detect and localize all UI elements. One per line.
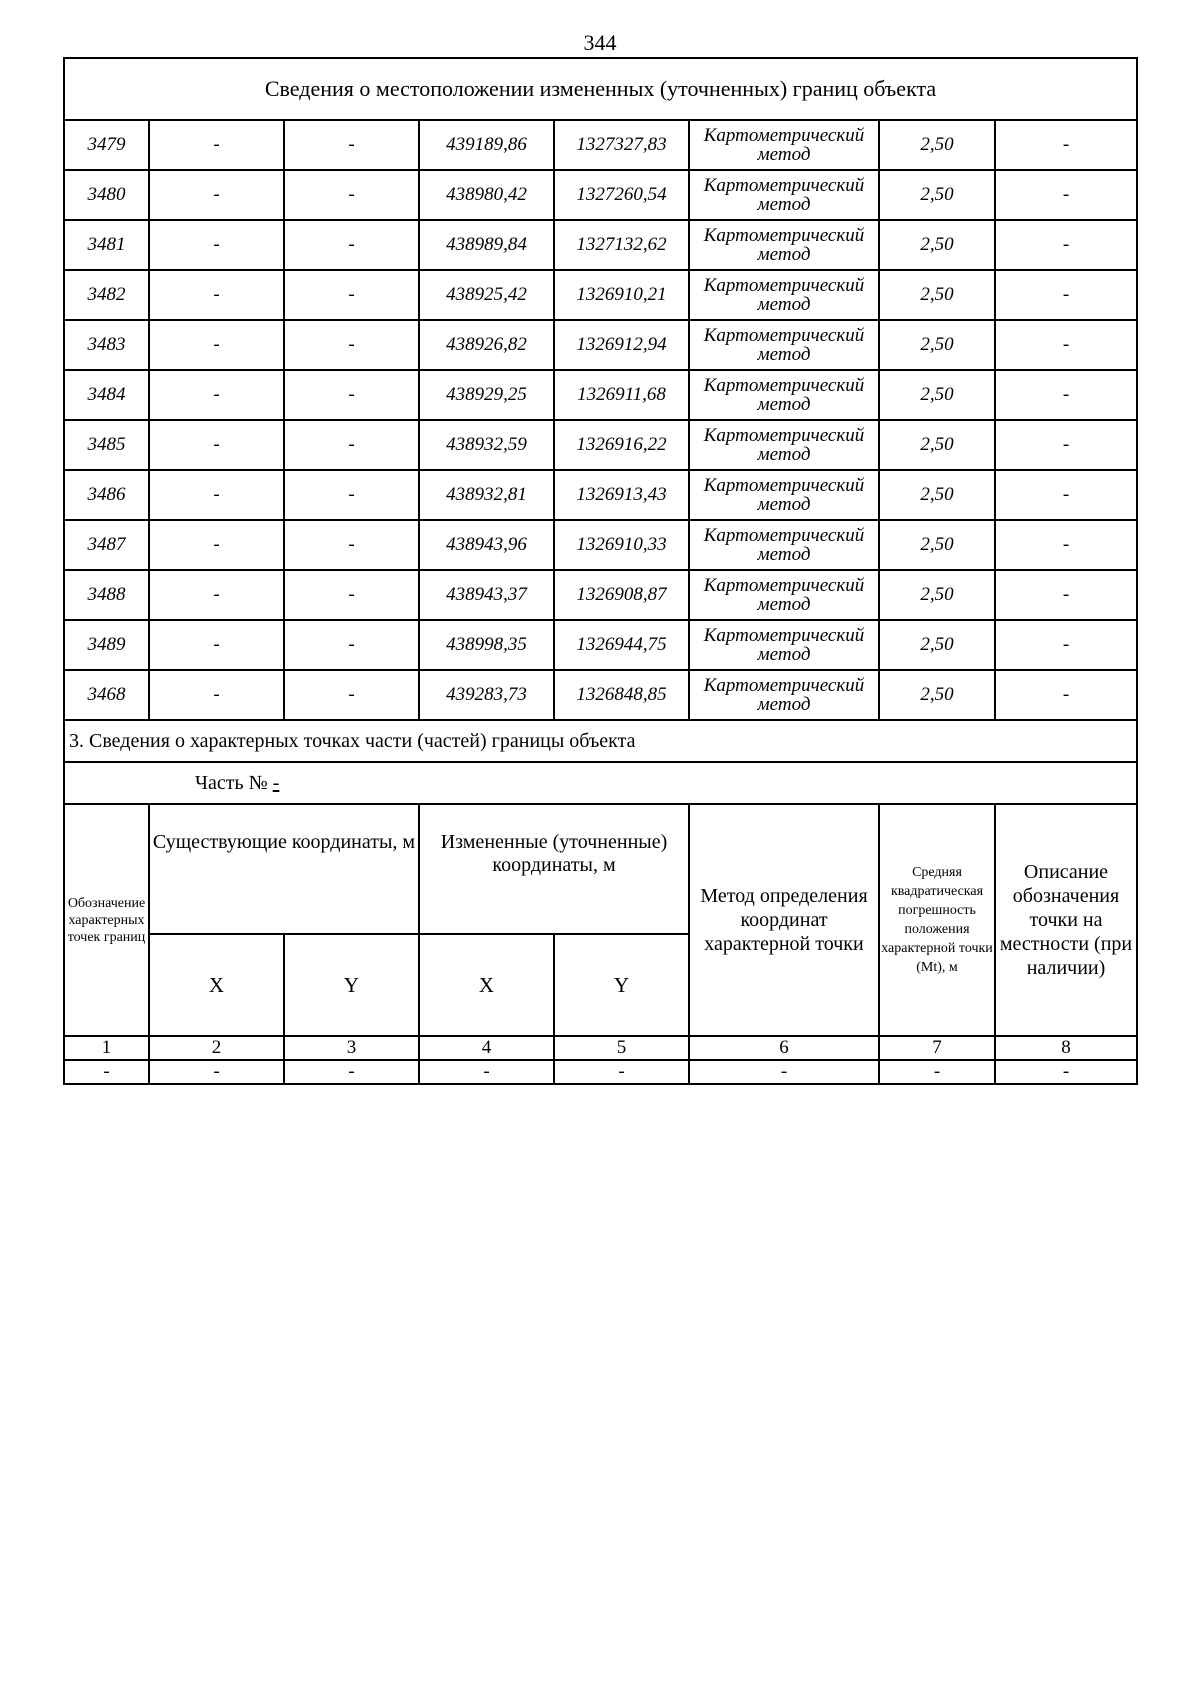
new-x-cell: 438943,37	[419, 570, 554, 620]
description-cell: -	[995, 370, 1137, 420]
precision-cell: 2,50	[879, 170, 995, 220]
precision-cell: 2,50	[879, 570, 995, 620]
existing-x-cell: -	[149, 570, 284, 620]
precision-cell: 2,50	[879, 670, 995, 720]
part-label: Часть №	[195, 771, 268, 794]
part-number-row	[64, 762, 1137, 804]
table-row	[64, 470, 1137, 520]
table-row	[64, 170, 1137, 220]
method-cell: Картометрический метод	[689, 220, 879, 270]
table-cell: -	[64, 1060, 149, 1084]
column-number: 4	[419, 1036, 554, 1060]
header-new-x: X	[419, 934, 554, 1036]
precision-cell: 2,50	[879, 270, 995, 320]
existing-y-cell: -	[284, 170, 419, 220]
point-cell: 3481	[64, 220, 149, 270]
new-y-cell: 1326913,43	[554, 470, 689, 520]
header-method: Метод определения координат характерной точки	[689, 804, 879, 1036]
point-cell: 3488	[64, 570, 149, 620]
new-x-cell: 438929,25	[419, 370, 554, 420]
table-cell: -	[284, 1060, 419, 1084]
boundary-table	[63, 57, 1138, 1085]
precision-cell: 2,50	[879, 370, 995, 420]
precision-cell: 2,50	[879, 120, 995, 170]
existing-y-cell: -	[284, 470, 419, 520]
column-number: 8	[995, 1036, 1137, 1060]
point-cell: 3487	[64, 520, 149, 570]
description-cell: -	[995, 270, 1137, 320]
method-cell: Картометрический метод	[689, 170, 879, 220]
method-cell: Картометрический метод	[689, 470, 879, 520]
existing-y-cell: -	[284, 670, 419, 720]
precision-cell: 2,50	[879, 520, 995, 570]
existing-y-cell: -	[284, 620, 419, 670]
method-cell: Картометрический метод	[689, 520, 879, 570]
part-value: -	[272, 771, 280, 794]
existing-y-cell: -	[284, 320, 419, 370]
header-existing-x: X	[149, 934, 284, 1036]
description-cell: -	[995, 620, 1137, 670]
existing-x-cell: -	[149, 220, 284, 270]
table-cell: -	[879, 1060, 995, 1084]
new-y-cell: 1327132,62	[554, 220, 689, 270]
new-y-cell: 1327327,83	[554, 120, 689, 170]
method-cell: Картометрический метод	[689, 570, 879, 620]
point-cell: 3482	[64, 270, 149, 320]
existing-x-cell: -	[149, 420, 284, 470]
table-row	[64, 370, 1137, 420]
header-existing-coords: Существующие координаты, м	[149, 804, 419, 934]
description-cell: -	[995, 120, 1137, 170]
table-cell: -	[995, 1060, 1137, 1084]
existing-x-cell: -	[149, 670, 284, 720]
table-cell: -	[689, 1060, 879, 1084]
new-x-cell: 439189,86	[419, 120, 554, 170]
new-y-cell: 1326910,33	[554, 520, 689, 570]
new-y-cell: 1326848,85	[554, 670, 689, 720]
new-y-cell: 1326911,68	[554, 370, 689, 420]
new-y-cell: 1326908,87	[554, 570, 689, 620]
new-y-cell: 1326910,21	[554, 270, 689, 320]
new-y-cell: 1326944,75	[554, 620, 689, 670]
table-row	[64, 420, 1137, 470]
column-number-row	[64, 1036, 1137, 1060]
new-x-cell: 438989,84	[419, 220, 554, 270]
method-cell: Картометрический метод	[689, 670, 879, 720]
method-cell: Картометрический метод	[689, 270, 879, 320]
existing-x-cell: -	[149, 370, 284, 420]
description-cell: -	[995, 520, 1137, 570]
table-row	[64, 620, 1137, 670]
method-cell: Картометрический метод	[689, 620, 879, 670]
point-cell: 3483	[64, 320, 149, 370]
precision-cell: 2,50	[879, 620, 995, 670]
point-cell: 3486	[64, 470, 149, 520]
description-cell: -	[995, 170, 1137, 220]
existing-y-cell: -	[284, 370, 419, 420]
existing-y-cell: -	[284, 120, 419, 170]
existing-x-cell: -	[149, 120, 284, 170]
table-row	[64, 220, 1137, 270]
new-x-cell: 438926,82	[419, 320, 554, 370]
existing-y-cell: -	[284, 520, 419, 570]
existing-x-cell: -	[149, 170, 284, 220]
point-cell: 3489	[64, 620, 149, 670]
section-3-title: 3. Сведения о характерных точках части (частей) границы объекта	[64, 720, 1137, 762]
description-cell: -	[995, 320, 1137, 370]
column-number: 3	[284, 1036, 419, 1060]
precision-cell: 2,50	[879, 420, 995, 470]
table-row	[64, 520, 1137, 570]
existing-x-cell: -	[149, 520, 284, 570]
description-cell: -	[995, 220, 1137, 270]
new-x-cell: 438980,42	[419, 170, 554, 220]
column-number: 5	[554, 1036, 689, 1060]
point-cell: 3484	[64, 370, 149, 420]
table-row	[64, 570, 1137, 620]
table-title: Сведения о местоположении измененных (уточненных) границ объекта	[64, 58, 1137, 120]
column-number: 7	[879, 1036, 995, 1060]
new-y-cell: 1326916,22	[554, 420, 689, 470]
header-new-y: Y	[554, 934, 689, 1036]
description-cell: -	[995, 420, 1137, 470]
point-cell: 3480	[64, 170, 149, 220]
table-cell: -	[149, 1060, 284, 1084]
point-cell: 3479	[64, 120, 149, 170]
precision-cell: 2,50	[879, 320, 995, 370]
column-number: 1	[64, 1036, 149, 1060]
existing-x-cell: -	[149, 470, 284, 520]
header-description: Описание обозначения точки на местности (при наличии)	[995, 804, 1137, 1036]
method-cell: Картометрический метод	[689, 420, 879, 470]
existing-y-cell: -	[284, 420, 419, 470]
method-cell: Картометрический метод	[689, 320, 879, 370]
column-number: 6	[689, 1036, 879, 1060]
table-row	[64, 320, 1137, 370]
new-x-cell: 439283,73	[419, 670, 554, 720]
existing-x-cell: -	[149, 620, 284, 670]
precision-cell: 2,50	[879, 470, 995, 520]
method-cell: Картометрический метод	[689, 120, 879, 170]
page-number: 344	[583, 30, 617, 55]
table-row	[64, 120, 1137, 170]
precision-cell: 2,50	[879, 220, 995, 270]
header-new-coords: Измененные (уточненные) координаты, м	[419, 804, 689, 934]
point-cell: 3468	[64, 670, 149, 720]
description-cell: -	[995, 470, 1137, 520]
point-cell: 3485	[64, 420, 149, 470]
new-x-cell: 438998,35	[419, 620, 554, 670]
method-cell: Картометрический метод	[689, 370, 879, 420]
existing-x-cell: -	[149, 320, 284, 370]
new-y-cell: 1327260,54	[554, 170, 689, 220]
header-existing-y: Y	[284, 934, 419, 1036]
new-x-cell: 438932,59	[419, 420, 554, 470]
table-cell: -	[419, 1060, 554, 1084]
existing-x-cell: -	[149, 270, 284, 320]
existing-y-cell: -	[284, 570, 419, 620]
empty-data-row	[64, 1060, 1137, 1084]
column-number: 2	[149, 1036, 284, 1060]
new-x-cell: 438943,96	[419, 520, 554, 570]
header-designation: Обозначение характерных точек границ	[64, 804, 149, 1036]
table-row	[64, 670, 1137, 720]
description-cell: -	[995, 570, 1137, 620]
description-cell: -	[995, 670, 1137, 720]
table-cell: -	[554, 1060, 689, 1084]
new-x-cell: 438925,42	[419, 270, 554, 320]
header-precision: Средняя квадратическая погрешность положения характерной точки (Mt), м	[879, 804, 995, 1036]
new-y-cell: 1326912,94	[554, 320, 689, 370]
existing-y-cell: -	[284, 220, 419, 270]
new-x-cell: 438932,81	[419, 470, 554, 520]
table-row	[64, 270, 1137, 320]
existing-y-cell: -	[284, 270, 419, 320]
